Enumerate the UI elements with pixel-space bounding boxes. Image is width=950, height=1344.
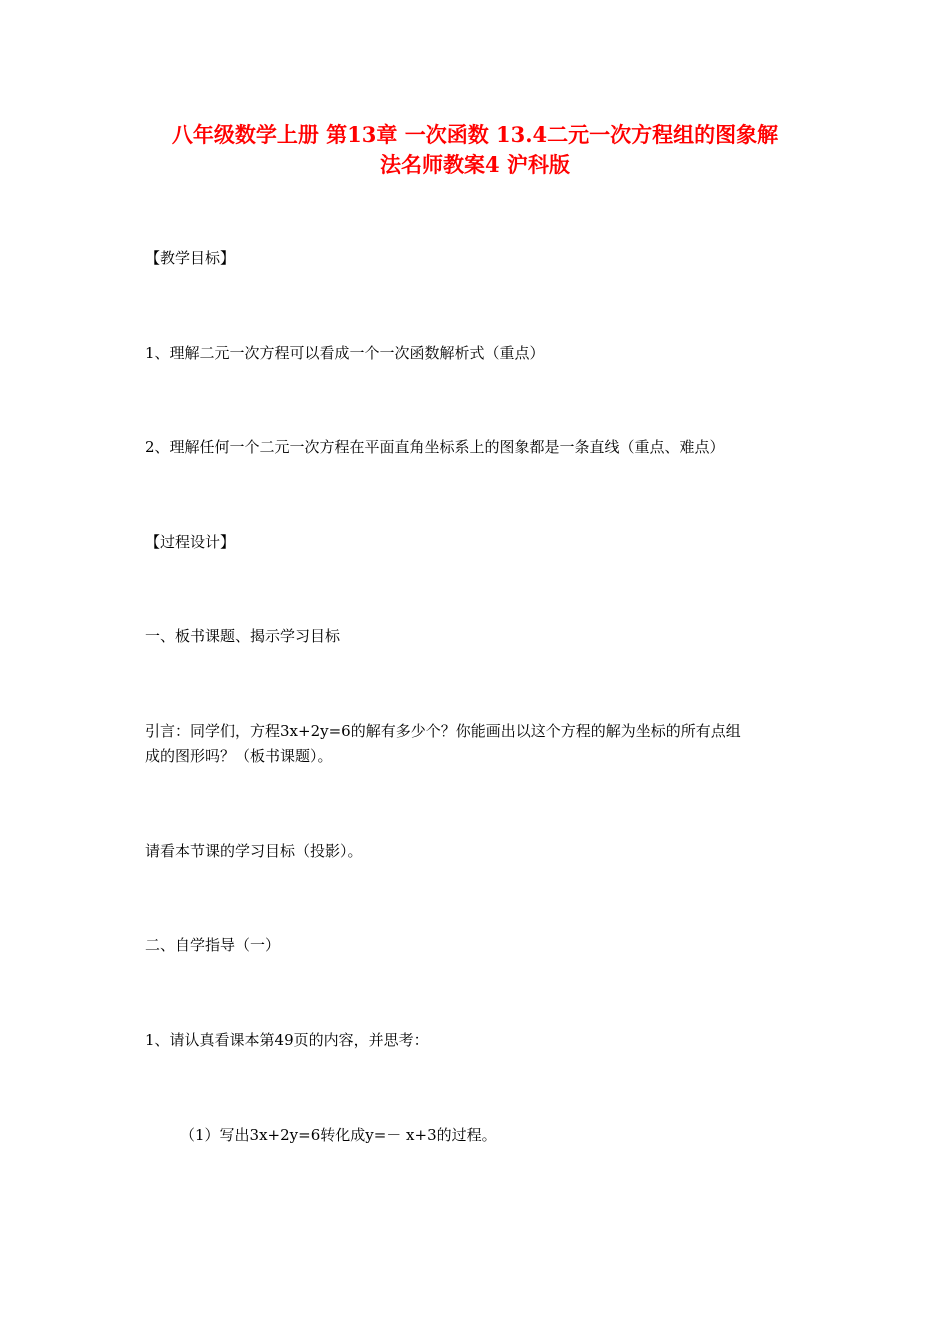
title-line-1: 八年级数学上册 第13章 一次函数 13.4二元一次方程组的图象解 <box>171 122 779 147</box>
section-heading-process: 【过程设计】 <box>145 533 236 551</box>
process-step-1: 一、板书课题、揭示学习目标 <box>145 627 341 645</box>
process-step-2: 二、自学指导（一） <box>145 936 281 954</box>
self-study-subitem-1: （1）写出3x+2y=6转化成y=－ x+3的过程。 <box>180 1126 497 1144</box>
objectives-note: 请看本节课的学习目标（投影）。 <box>145 842 363 860</box>
objective-item-1: 1、理解二元一次方程可以看成一个一次函数解析式（重点） <box>145 344 545 362</box>
title-line-2: 法名师教案4 沪科版 <box>380 152 570 177</box>
intro-paragraph-line-1: 引言：同学们，方程3x+2y=6的解有多少个？你能画出以这个方程的解为坐标的所有点组 <box>145 722 741 740</box>
objective-item-2: 2、理解任何一个二元一次方程在平面直角坐标系上的图象都是一条直线（重点、难点） <box>145 438 725 456</box>
document-title <box>120 120 830 180</box>
self-study-item-1: 1、请认真看课本第49页的内容，并思考： <box>145 1031 429 1049</box>
section-heading-objectives: 【教学目标】 <box>145 249 236 267</box>
intro-paragraph-line-2: 成的图形吗？（板书课题）。 <box>145 747 333 765</box>
